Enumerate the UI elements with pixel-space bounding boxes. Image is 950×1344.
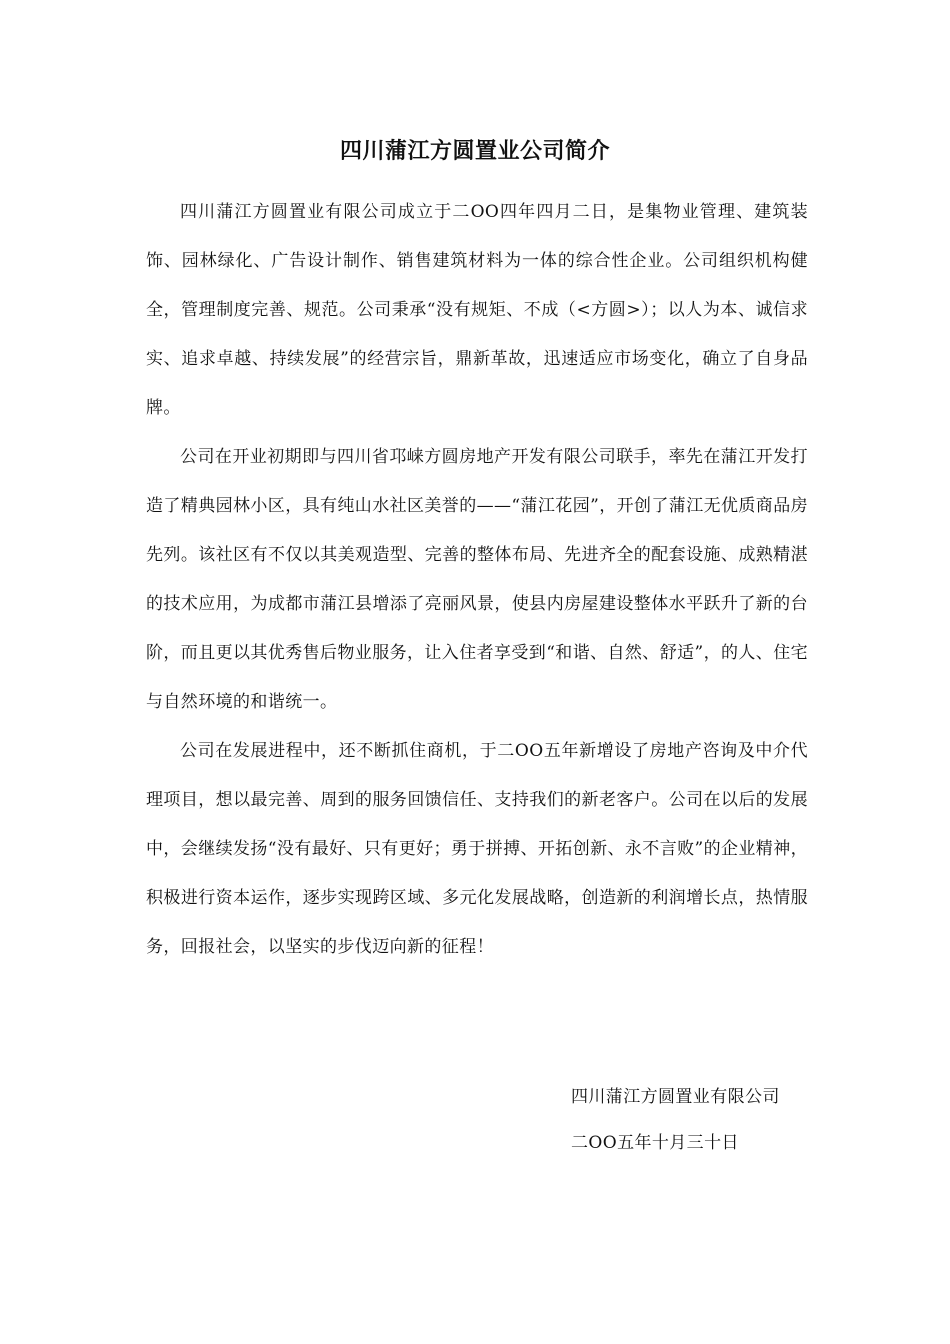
- signature-block: [571, 1074, 821, 1166]
- paragraph-intro: 四川蒲江方圆置业有限公司成立于二OO四年四月二日，是集物业管理、建筑装饰、园林绿化、广告设计制作、销售建筑材料为一体的综合性企业。公司组织机构健全，管理制度完善、规范。公司秉承“没有规矩、不成（<方圆>）；以人为本、诚信求实、追求卓越、持续发展”的经营宗旨，鼎新革故，迅速适应市场变化，确立了自身品牌。: [146, 202, 808, 418]
- signature-company: 四川蒲江方圆置业有限公司: [571, 1087, 780, 1107]
- paragraph-development: 公司在开业初期即与四川省邛崃方圆房地产开发有限公司联手，率先在蒲江开发打造了精典园林小区，具有纯山水社区美誉的——“蒲江花园”，开创了蒲江无优质商品房先列。该社区有不仅以其美观造型、完善的整体布局、先进齐全的配套设施、成熟精湛的技术应用，为成都市蒲江县增添了亮丽风景，使县内房屋建设整体水平跃升了新的台阶，而且更以其优秀售后物业服务，让入住者享受到“和谐、自然、舒适”，的人、住宅与自然环境的和谐统一。: [146, 447, 808, 712]
- document-body: [146, 188, 808, 972]
- signature-date: 二OO五年十月三十日: [571, 1133, 739, 1153]
- paragraph-outlook: 公司在发展进程中，还不断抓住商机，于二OO五年新增设了房地产咨询及中介代理项目，想以最完善、周到的服务回馈信任、支持我们的新老客户。公司在以后的发展中，会继续发扬“没有最好、只有更好；勇于拼搏、开拓创新、永不言败”的企业精神，积极进行资本运作，逐步实现跨区域、多元化发展战略，创造新的利润增长点，热情服务，回报社会，以坚实的步伐迈向新的征程！: [146, 741, 808, 957]
- document-title: 四川蒲江方圆置业公司简介: [339, 139, 610, 164]
